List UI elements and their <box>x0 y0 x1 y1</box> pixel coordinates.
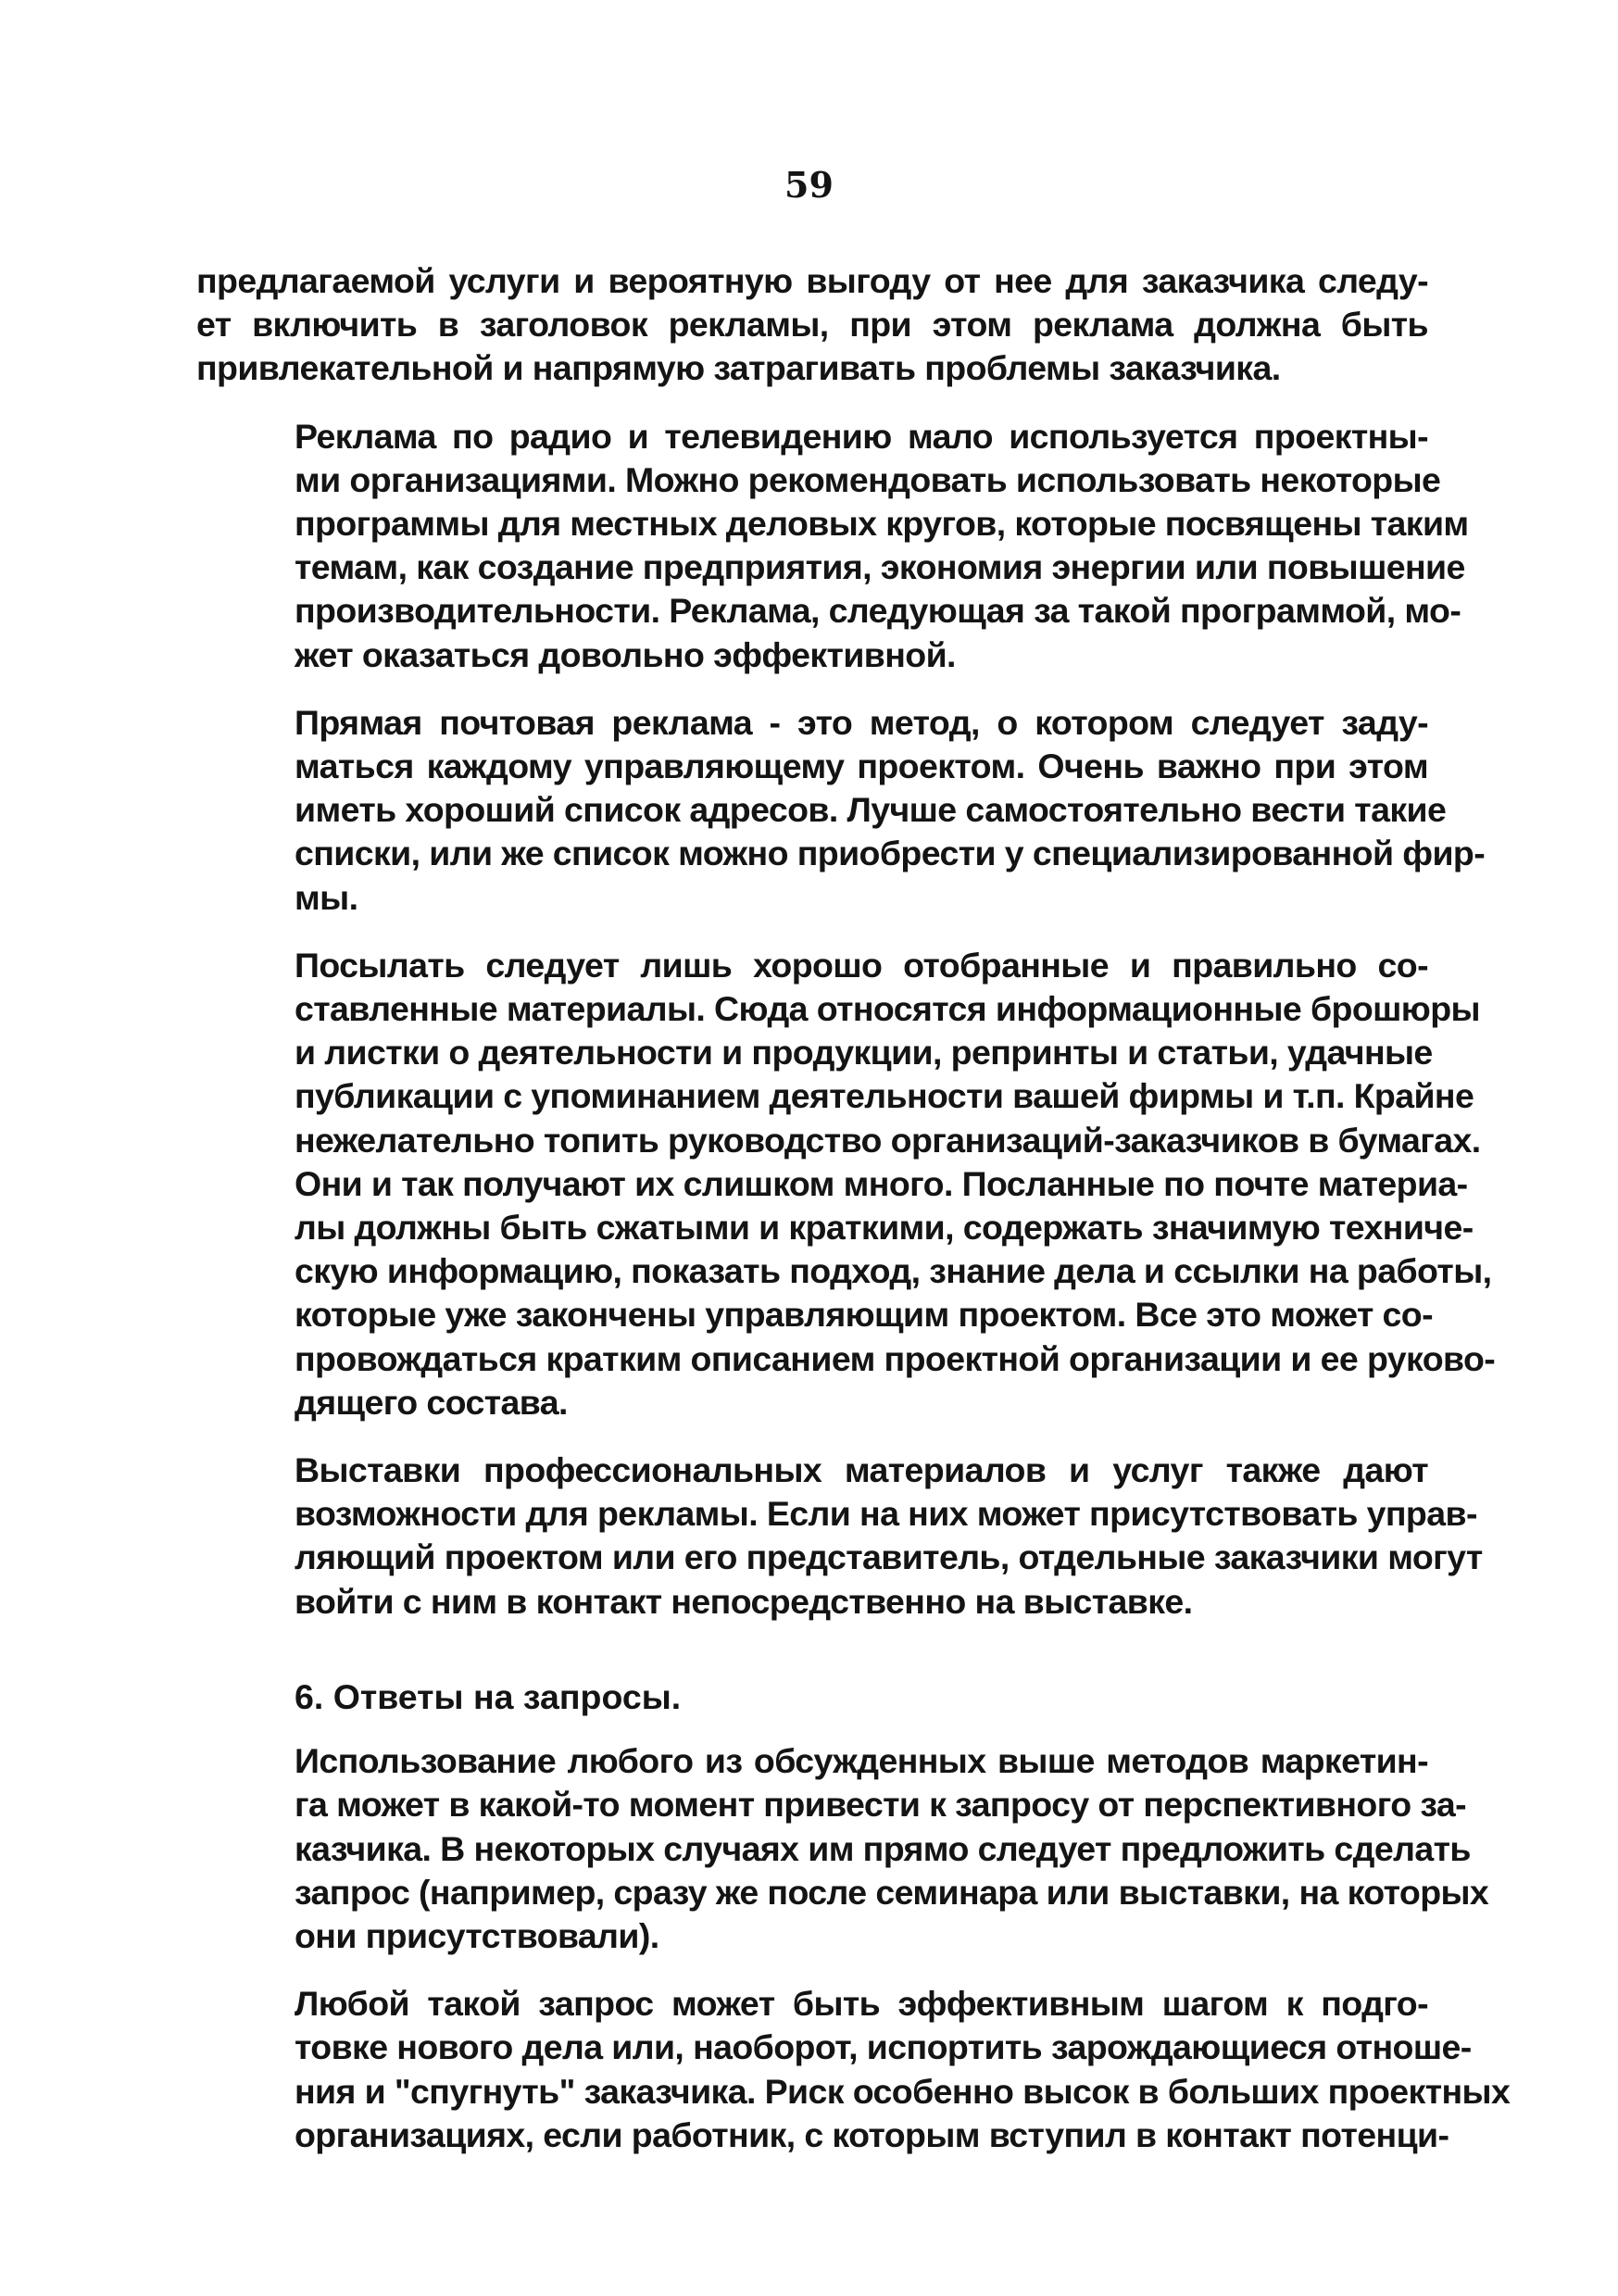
text-line: публикации с упоминанием деятельности вашей фирмы и т.п. Крайне <box>295 1076 1474 1116</box>
text-line: ляющий проектом или его представитель, отдельные заказчики могут <box>295 1537 1483 1577</box>
text-line: скую информацию, показать подход, знание дела и ссылки на работы, <box>295 1251 1492 1291</box>
text-line: провождаться кратким описанием проектной организации и ее руково- <box>295 1338 1496 1378</box>
text-line: темам, как создание предприятия, экономия энергии или повышение <box>295 547 1465 587</box>
paragraphs-before-section <box>196 259 1496 1624</box>
text-line: мы. <box>295 877 358 917</box>
text-line: Любой такой запрос может быть эффективным шагом к подго- <box>295 1984 1428 2024</box>
paragraph <box>196 1449 1483 1624</box>
text-line: войти с ним в контакт непосредственно на выставке. <box>295 1581 1193 1621</box>
text-line: привлекательной и напрямую затрагивать проблемы заказчика. <box>196 348 1281 388</box>
paragraph <box>196 1982 1511 2157</box>
text-line: Использование любого из обсужденных выше методов маркетин- <box>295 1741 1428 1781</box>
paragraph <box>196 1739 1489 1958</box>
text-line: Посылать следует лишь хорошо отобранные и правильно со- <box>295 945 1428 985</box>
text-line: ния и "спугнуть" заказчика. Риск особенно высок в больших проектных <box>295 2071 1511 2111</box>
text-line: дящего состава. <box>295 1382 568 1422</box>
text-line: запрос (например, сразу же после семинара или выставки, на которых <box>295 1872 1489 1912</box>
text-line: они присутствовали). <box>295 1915 659 1955</box>
text-line: казчика. В некоторых случаях им прямо следует предложить сделать <box>295 1828 1471 1868</box>
paragraph <box>196 259 1428 391</box>
text-line: которые уже закончены управляющим проектом. Все это может со- <box>295 1295 1433 1335</box>
section-heading: 6. Ответы на запросы. <box>295 1676 682 1716</box>
text-line: товке нового дела или, наоборот, испортить зарождающиеся отноше- <box>295 2027 1472 2067</box>
paragraph <box>196 415 1469 677</box>
text-line: маться каждому управляющему проектом. Очень важно при этом <box>295 747 1428 786</box>
text-line: возможности для рекламы. Если на них может присутствовать управ- <box>295 1494 1477 1534</box>
paragraphs-in-section <box>196 1739 1511 2157</box>
text-line: Реклама по радио и телевидению мало используется проектны- <box>295 416 1428 456</box>
text-line: ет включить в заголовок рекламы, при этом реклама должна быть <box>196 305 1428 345</box>
text-line: Они и так получают их слишком много. Посланные по почте материа- <box>295 1163 1468 1203</box>
text-line: организациях, если работник, с которым вступил в контакт потенци- <box>295 2114 1449 2154</box>
text-line: программы для местных деловых кругов, которые посвящены таким <box>295 504 1469 544</box>
text-line: иметь хороший список адресов. Лучше самостоятельно вести такие <box>295 790 1447 830</box>
text-line: лы должны быть сжатыми и краткими, содержать значимую техниче- <box>295 1208 1474 1248</box>
page-number: 59 <box>784 164 834 206</box>
paragraph <box>196 944 1496 1424</box>
text-line: жет оказаться довольно эффективной. <box>295 634 956 674</box>
paragraph <box>196 701 1486 920</box>
text-line: и листки о деятельности и продукции, репринты и статьи, удачные <box>295 1033 1433 1073</box>
text-line: нежелательно топить руководство организаций-заказчиков в бумагах. <box>295 1120 1481 1160</box>
text-line: производительности. Реклама, следующая за такой программой, мо- <box>295 591 1461 631</box>
text-line: Прямая почтовая реклама - это метод, о котором следует заду- <box>295 702 1428 742</box>
text-line: предлагаемой услуги и вероятную выгоду от нее для заказчика следу- <box>196 261 1428 300</box>
text-line: ставленные материалы. Сюда относятся информационные брошюры <box>295 989 1480 1029</box>
text-line: га может в какой-то момент привести к запросу от перспективного за- <box>295 1785 1467 1825</box>
text-line: Выставки профессиональных материалов и услуг также дают <box>295 1450 1428 1490</box>
text-line: ми организациями. Можно рекомендовать использовать некоторые <box>295 459 1441 499</box>
text-body <box>196 259 1511 2181</box>
text-line: списки, или же список можно приобрести у специализированной фир- <box>295 834 1486 873</box>
